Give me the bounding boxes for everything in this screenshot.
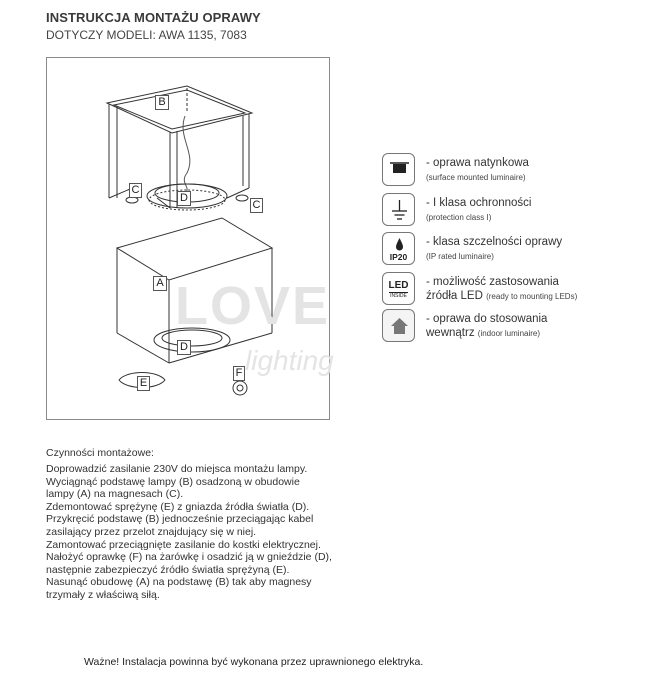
legend-sub-ip-rating: (IP rated luminaire) — [426, 252, 494, 261]
instruction-step: Zdemontować sprężynę (E) z gniazda źródła światła (D). — [46, 500, 310, 513]
led-icon-sublabel: INSIDE — [390, 293, 407, 299]
watermark-brand: LOVE — [175, 276, 331, 336]
led-icon — [382, 272, 415, 305]
ground-icon — [382, 193, 415, 226]
page-title: INSTRUKCJA MONTAŻU OPRAWY — [46, 10, 261, 25]
label-f: F — [233, 366, 245, 381]
instructions-heading: Czynności montażowe: — [46, 447, 154, 459]
electrician-warning-note: Ważne! Instalacja powinna być wykonana przez uprawnionego elektryka. — [84, 656, 424, 668]
legend-item-surface-mount — [382, 153, 642, 189]
ip20-icon — [382, 232, 415, 265]
legend-sub-led: (ready to mounting LEDs) — [486, 292, 578, 301]
legend-sub-indoor: (indoor luminaire) — [477, 329, 541, 338]
page-subtitle: DOTYCZY MODELI: AWA 1135, 7083 — [46, 28, 247, 42]
label-d-bottom: D — [177, 340, 191, 355]
instruction-step: Przykręcić podstawę (B) jednocześnie przeciągając kabel zasilający przez przelot znajdujący się w niej. — [46, 513, 314, 538]
instruction-step: Nałożyć oprawkę (F) na żarówkę i osadzić ją w gnieździe (D), następnie zabezpieczyć źródło światła sprężyną (E). — [46, 551, 332, 576]
brand-watermark — [175, 275, 410, 395]
legend-sub-surface-mount: (surface mounted luminaire) — [426, 173, 526, 182]
label-e: E — [137, 376, 150, 391]
ip20-icon-label: IP20 — [389, 252, 408, 262]
legend-sub-protection-class: (protection class I) — [426, 213, 492, 222]
legend-item-indoor — [382, 309, 642, 345]
indoor-home-icon — [382, 309, 415, 342]
legend-text-led: - możliwość zastosowania — [426, 276, 559, 288]
label-c-left: C — [129, 183, 142, 198]
label-c-right: C — [250, 198, 263, 213]
legend-text2-indoor: wewnątrz — [426, 327, 475, 339]
instruction-step: Wyciągnąć podstawę lampy (B) osadzoną w obudowie lampy (A) na magnesach (C). — [46, 475, 300, 501]
legend-text-protection-class: - I klasa ochronności — [426, 197, 532, 209]
watermark-tagline: lighting — [245, 345, 334, 376]
legend-item-ip-rating — [382, 232, 642, 268]
legend-text-surface-mount: - oprawa natynkowa — [426, 157, 529, 169]
instruction-step: Zamontować przeciągnięte zasilanie do kostki elektrycznej. — [46, 538, 321, 551]
surface-mount-icon — [382, 153, 415, 186]
legend-text-indoor: - oprawa do stosowania — [426, 313, 548, 325]
label-a: A — [153, 276, 167, 291]
label-b: B — [155, 95, 169, 110]
label-d-top: D — [177, 191, 191, 206]
instructions-steps — [46, 463, 376, 602]
legend-text-ip-rating: - klasa szczelności oprawy — [426, 236, 563, 248]
legend-item-protection-class — [382, 193, 642, 229]
led-icon-label: LED — [388, 280, 409, 291]
instruction-step: Nasunąć obudowę (A) na podstawę (B) tak aby magnesy trzymały z właściwą siłą. — [46, 576, 312, 601]
instruction-step: Doprowadzić zasilanie 230V do miejsca montażu lampy. — [46, 463, 308, 475]
legend-item-led — [382, 272, 642, 308]
legend-text2-led: źródła LED — [426, 290, 483, 302]
